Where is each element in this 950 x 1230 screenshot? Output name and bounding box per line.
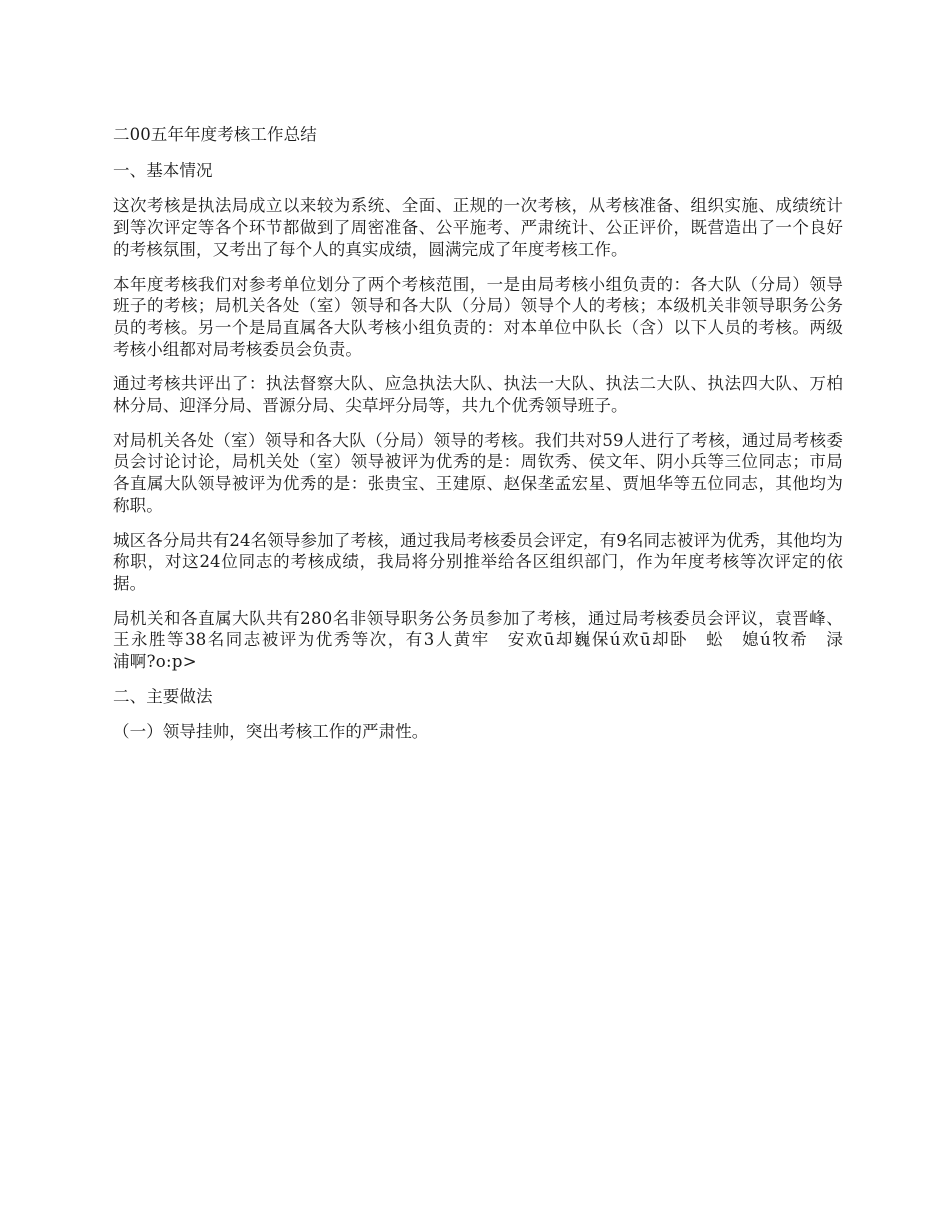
paragraph-non-leader-staff: 局机关和各直属大队共有280名非领导职务公务员参加了考核，通过局考核委员会评议，袁晋峰、王永胜等38名同志被评为优秀等次，有3人黄牢 安欢ū却巍保ú欢ū却卧 蚣 媳ú牧希 渌 浦啊?o:p> (113, 608, 894, 672)
document-body (113, 124, 894, 756)
section-heading-main-practices: 二、主要做法 (113, 686, 213, 706)
paragraph-leader-assessment: 对局机关各处（室）领导和各大队（分局）领导的考核。我们共对59人进行了考核，通过局考核委员会讨论讨论，局机关处（室）领导被评为优秀的是：周钦秀、侯文年、阴小兵等三位同志；市局各直属大队领导被评为优秀的是：张贵宝、王建原、赵保垄孟宏星、贾旭华等五位同志，其他均为称职。 (113, 430, 843, 515)
paragraph-district-branches: 城区各分局共有24名领导参加了考核，通过我局考核委员会评定，有9名同志被评为优秀，其他均为称职，对这24位同志的考核成绩，我局将分别推举给各区组织部门，作为年度考核等次评定的依据。 (113, 530, 843, 593)
paragraph-scope: 本年度考核我们对参考单位划分了两个考核范围，一是由局考核小组负责的：各大队（分局）领导班子的考核；局机关各处（室）领导和各大队（分局）领导个人的考核；本级机关非领导职务公务员的考核。另一个是局直属各大队考核小组负责的：对本单位中队长（含）以下人员的考核。两级考核小组都对局考核委员会负责。 (113, 274, 843, 359)
section-heading-basic-situation: 一、基本情况 (113, 160, 213, 180)
document-title: 二00五年年度考核工作总结 (113, 125, 317, 144)
subsection-heading-leadership: （一）领导挂帅，突出考核工作的严肃性。 (113, 722, 429, 742)
paragraph-excellent-teams: 通过考核共评出了：执法督察大队、应急执法大队、执法一大队、执法二大队、执法四大队、万柏林分局、迎泽分局、晋源分局、尖草坪分局等，共九个优秀领导班子。 (113, 374, 843, 416)
paragraph-overview: 这次考核是执法局成立以来较为系统、全面、正规的一次考核，从考核准备、组织实施、成绩统计到等次评定等各个环节都做到了周密准备、公平施考、严肃统计、公正评价，既营造出了一个良好的考核氛围，又考出了每个人的真实成绩，圆满完成了年度考核工作。 (113, 196, 843, 259)
